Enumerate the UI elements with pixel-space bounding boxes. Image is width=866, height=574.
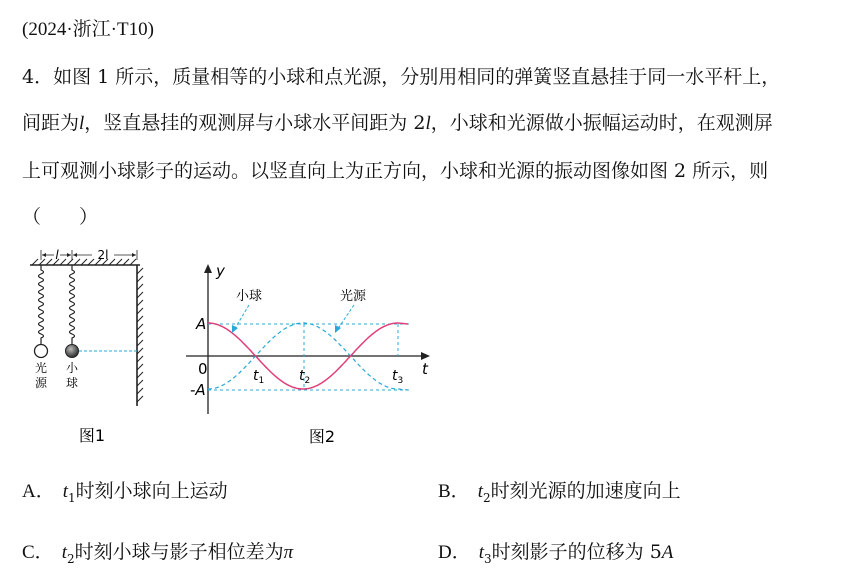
option-d-letter: D． [438, 542, 471, 563]
option-b[interactable] [438, 476, 681, 505]
ball-label-2: 球 [65, 376, 79, 390]
option-a-t: t [62, 481, 69, 502]
origin-label: 0 [198, 360, 208, 378]
option-d-t: t [478, 542, 485, 563]
light-label-2: 源 [34, 376, 48, 390]
figure-1 [22, 244, 152, 450]
question-number: 4． [22, 66, 54, 88]
option-d-sub: 3 [484, 551, 492, 566]
y-axis-label: y [216, 262, 225, 280]
option-b-t: t [477, 481, 483, 502]
legend-light: 光源 [340, 289, 367, 304]
dim-l-label: l [55, 248, 59, 262]
figure-1-caption: 图1 [78, 426, 106, 445]
figure-2-graph [182, 262, 442, 450]
option-c-t: t [61, 542, 67, 563]
question-text-2b: ，竖直悬挂的观测屏与小球水平间距为 2 [84, 112, 426, 134]
t-axis-label: t [422, 360, 428, 378]
legend-ball: 小球 [236, 289, 263, 304]
var-l: l [79, 113, 85, 134]
ball-label-1: 小 [65, 361, 79, 375]
option-b-text: 时刻光源的加速度向上 [490, 480, 681, 502]
answer-bracket: （ ） [22, 206, 99, 228]
option-c-pi: π [283, 542, 294, 563]
option-b-letter: B． [438, 481, 470, 502]
figure-2 [182, 262, 442, 450]
figure-1-drawing [22, 244, 152, 450]
option-d[interactable] [438, 537, 673, 566]
var-l-2: l [425, 113, 431, 134]
amp-neg-label: -A [190, 381, 206, 399]
option-c-text: 时刻小球与影子相位差为 [74, 541, 284, 563]
ball-icon [66, 345, 79, 358]
option-d-text: 时刻影子的位移为 5 [491, 541, 662, 563]
option-c-letter: C． [22, 542, 54, 563]
spring-left [39, 265, 44, 344]
option-b-sub: 2 [482, 490, 491, 505]
option-a-letter: A． [22, 481, 55, 502]
light-source-icon [35, 345, 48, 358]
question-text-2c: ，小球和光源做小振幅运动时，在观测屏 [430, 112, 773, 134]
option-a[interactable] [22, 476, 228, 505]
question-source: (2024·浙江·T10) [22, 19, 154, 40]
t1-label: $t_1$ [253, 368, 265, 386]
dim-2l-label: 2l [97, 248, 109, 262]
question-line-1 [22, 62, 780, 89]
question-text-1: 如图 1 所示，质量相等的小球和点光源，分别用相同的弹簧竖直悬挂于同一水平杆上， [53, 66, 781, 88]
option-a-sub: 1 [68, 490, 76, 505]
spring-right [70, 265, 75, 344]
option-a-text: 时刻小球向上运动 [75, 480, 228, 502]
amp-pos-label: A [196, 315, 207, 333]
t2-label: $t_2$ [299, 368, 311, 386]
option-c-sub: 2 [66, 551, 75, 566]
option-c[interactable] [22, 537, 293, 566]
question-line-3: 上可观测小球影子的运动。以竖直向上为正方向，小球和光源的振动图像如图 2 所示，则 [22, 160, 769, 182]
question-text-2a: 间距为 [22, 112, 80, 134]
light-label-1: 光 [34, 361, 48, 375]
figure-2-caption: 图2 [308, 427, 336, 446]
t3-label: $t_3$ [392, 368, 404, 386]
option-d-A: A [661, 542, 674, 563]
question-line-2 [22, 108, 773, 135]
